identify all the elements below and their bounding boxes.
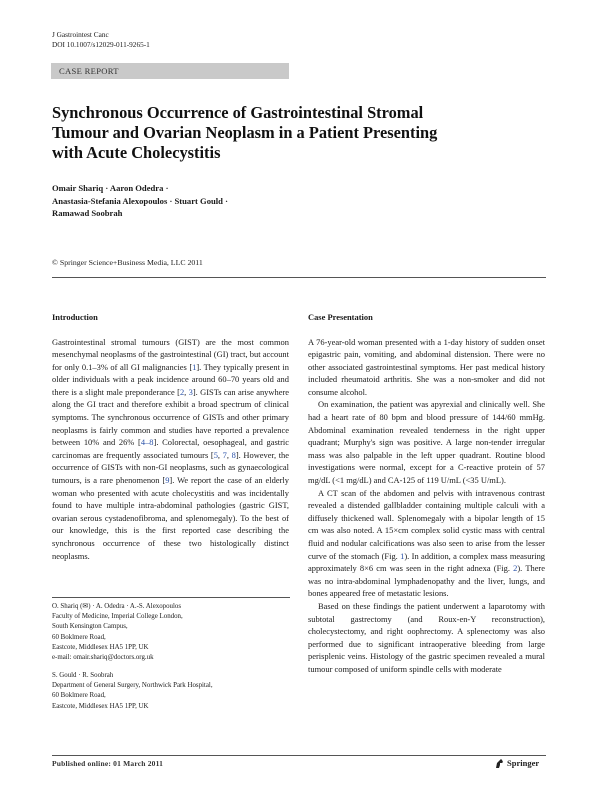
footer-divider bbox=[52, 755, 546, 756]
affiliation-line: Faculty of Medicine, Imperial College London, bbox=[52, 613, 183, 621]
introduction-paragraph: Gastrointestinal stromal tumours (GIST) are the most common mesenchymal neoplasms of the gastrointestinal (GI) tract, but account for only 0.1–3% of all GI malignancies [1]. They typically present in older individuals with a peak incidence around 60–70 years old and there is a slight male preponderance [2, 3]. GISTs can arise anywhere along the GI tract and therefore exhibit a broad spectrum of clinical symptoms. The synchronous occurrence of GISTs and other primary neoplasms is fairly common and studies have reported a prevalence between 10% and 26% [4–8]. Colorectal, oesophageal, and gastric carcinomas are frequently associated tumours [5, 7, 8]. However, the occurrence of GISTs with non-GI neoplasms, such as gynaecological tumours, is a rare phenomenon [9]. We report the case of an elderly woman who presented with acute cholecystitis and was incidentally found to have multiple intra-abdominal pathologies (gastric GIST, ovarian serous cystadenofibroma, and splenomegaly). To the best of our knowledge, this is the first reported case describing the synchronous occurrence of these two histologically distinct neoplasms. bbox=[52, 336, 290, 561]
author-list bbox=[52, 182, 312, 220]
publisher-mark bbox=[507, 758, 539, 768]
citation-link[interactable]: 1 bbox=[192, 361, 197, 372]
journal-doi: DOI 10.1007/s12029-011-9265-1 bbox=[52, 40, 150, 49]
affiliation-line: Department of General Surgery, Northwick Park Hospital, bbox=[52, 682, 213, 690]
article-type-label: CASE REPORT bbox=[59, 65, 119, 76]
springer-horse-icon bbox=[494, 758, 505, 769]
case-paragraph: A 76-year-old woman presented with a 1-day history of sudden onset epigastric pain, vomiting, and abdominal distension. There were no other associated gastrointestinal symptoms. Her past medical history included rheumatoid arthritis. She was a non-smoker and did not consume alcohol. bbox=[308, 336, 545, 397]
case-paragraph: A CT scan of the abdomen and pelvis with intravenous contrast revealed a distended gallbladder containing multiple calculi with a diffusely thickened wall. Splenomegaly with a bipolar length of 15 cm was also noted. A 15×cm complex solid cystic mass with central fluid and nodular calcifications was also seen to arise from the lesser curve of the stomach (Fig. 1). In addition, a complex mass measuring approximately 8×6 cm was seen in the right adnexa (Fig. 2). There was no intra-abdominal lymphadenopathy and the liver, lungs, and bones appeared free of metastatic lesions. bbox=[308, 487, 546, 599]
author-email[interactable]: e-mail: omair.shariq@doctors.org.uk bbox=[52, 654, 154, 662]
affiliation-block-2 bbox=[52, 671, 292, 712]
footnote-divider bbox=[52, 597, 290, 598]
article-title: Synchronous Occurrence of Gastrointestinal Stromal Tumour and Ovarian Neoplasm in a Patient Presenting with Acute Cholecystitis bbox=[52, 103, 438, 162]
publisher-name: Springer bbox=[507, 758, 540, 768]
affiliation-line: South Kensington Campus, bbox=[52, 623, 128, 631]
case-presentation-section bbox=[308, 311, 545, 676]
affiliation-line: Eastcote, Middlesex HA5 1PP, UK bbox=[52, 643, 149, 651]
author-line: Ramawad Soobrah bbox=[52, 208, 123, 218]
case-presentation-heading: Case Presentation bbox=[308, 312, 373, 322]
case-paragraph: Based on these findings the patient underwent a laparotomy with subtotal gastrectomy (and Roux-en-Y reconstruction), cholecystectomy, and right oophrectomy. A splenectomy was also performed due to significant intraoperative bleeding from large perisplenic veins. Histology of the gastric specimen revealed a mural tumour composed of uniform spindle cells with moderate bbox=[308, 600, 545, 674]
citation-link[interactable]: 5 bbox=[213, 449, 218, 460]
published-date: Published online: 01 March 2011 bbox=[52, 759, 164, 768]
citation-link[interactable]: 7 bbox=[222, 449, 227, 460]
citation-link[interactable]: 9 bbox=[165, 475, 170, 486]
affiliation-line: Eastcote, Middlesex HA5 1PP, UK bbox=[52, 702, 149, 710]
introduction-section bbox=[52, 311, 289, 562]
journal-header bbox=[52, 30, 150, 50]
citation-link[interactable]: 2 bbox=[179, 386, 185, 397]
citation-link[interactable]: 4–8 bbox=[140, 437, 154, 448]
citation-link[interactable]: 8 bbox=[231, 449, 236, 460]
figure-link[interactable]: 2 bbox=[513, 563, 518, 574]
affiliation-line: 60 Boklmere Road, bbox=[52, 692, 106, 700]
copyright-notice: © Springer Science+Business Media, LLC 2011 bbox=[52, 258, 203, 267]
affiliation-block-1 bbox=[52, 602, 292, 663]
affiliation-line: 60 Boklmere Road, bbox=[52, 633, 106, 641]
journal-name: J Gastrointest Canc bbox=[52, 30, 109, 39]
author-line: Anastasia-Stefania Alexopoulos · Stuart Gould · bbox=[52, 195, 228, 206]
figure-link[interactable]: 1 bbox=[400, 550, 405, 561]
article-type-banner bbox=[51, 63, 289, 79]
section-divider bbox=[52, 277, 546, 278]
case-paragraph: On examination, the patient was apyrexial and clinically well. She had a heart rate of 80 bpm and blood pressure of 144/60 mmHg. Abdominal examination revealed tenderness in the right upper quadrant; Murphy's sign was positive. A large non-tender irregular mass was also palpable in the left upper quadrant. Routine blood investigations were normal, except for a C-reactive protein of 57 mg/dL (<1 mg/dL) and CA-125 of 119 U/mL (<35 U/mL). bbox=[308, 399, 545, 486]
citation-link[interactable]: 3 bbox=[188, 386, 193, 397]
introduction-heading: Introduction bbox=[52, 312, 98, 322]
affiliation-authors: O. Shariq (✉) · A. Odedra · A.-S. Alexopoulos bbox=[52, 603, 182, 610]
affiliation-authors: S. Gould · R. Soobrah bbox=[52, 672, 114, 679]
author-line: Omair Shariq · Aaron Odedra · bbox=[52, 183, 169, 193]
